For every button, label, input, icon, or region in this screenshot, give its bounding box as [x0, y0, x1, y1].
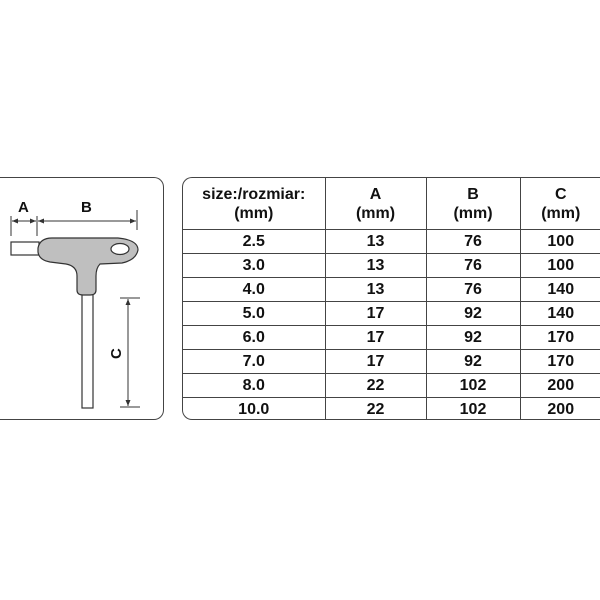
table-row — [183, 254, 600, 278]
cell-size: 8.0 — [183, 374, 325, 398]
cell-a: 13 — [325, 230, 426, 254]
dimension-a — [11, 199, 37, 236]
cell-c: 100 — [520, 254, 600, 278]
cell-size: 10.0 — [183, 398, 325, 421]
header-a-label: A — [369, 185, 382, 203]
cell-c: 170 — [520, 326, 600, 350]
cell-a: 13 — [325, 254, 426, 278]
cell-size: 2.5 — [242, 232, 265, 250]
cell-c: 100 — [520, 230, 600, 254]
cell-c: 170 — [520, 350, 600, 374]
dimension-a-label: A — [18, 199, 29, 216]
cell-size: 7.0 — [183, 350, 325, 374]
cell-size: 5.0 — [183, 302, 325, 326]
cell-c: 140 — [520, 278, 600, 302]
table-row — [183, 278, 600, 302]
cell-size: 4.0 — [183, 278, 325, 302]
header-size — [183, 178, 325, 230]
dimension-b — [38, 199, 137, 230]
cell-b: 92 — [426, 302, 520, 326]
cell-b: 76 — [426, 278, 520, 302]
cell-c: 140 — [520, 302, 600, 326]
cell-c: 200 — [520, 374, 600, 398]
dimension-b-label: B — [81, 199, 92, 216]
header-b — [426, 178, 520, 230]
header-b-label: B — [467, 185, 479, 203]
header-c — [520, 178, 600, 230]
header-c-label: C — [554, 185, 567, 203]
header-b-unit: (mm) — [453, 204, 493, 222]
cell-size: 3.0 — [183, 254, 325, 278]
t-handle-hex-key-diagram — [0, 178, 164, 421]
cell-b: 102 — [426, 374, 520, 398]
cell-size: 6.0 — [183, 326, 325, 350]
cell-a: 22 — [325, 398, 426, 421]
dimension-c-label: C — [108, 348, 125, 359]
cell-b: 92 — [426, 326, 520, 350]
cell-a: 17 — [325, 302, 426, 326]
size-table — [183, 178, 600, 420]
header-size-unit: (mm) — [234, 204, 274, 222]
table-row — [183, 326, 600, 350]
tool-diagram-panel — [0, 177, 164, 420]
cell-a: 17 — [325, 350, 426, 374]
header-a — [325, 178, 426, 230]
cell-b: 76 — [426, 254, 520, 278]
header-size-label: size:/rozmiar: — [202, 185, 306, 203]
table-row — [183, 374, 600, 398]
cell-a: 22 — [325, 374, 426, 398]
header-c-unit: (mm) — [541, 204, 581, 222]
table-row — [183, 350, 600, 374]
hex-key-tool — [11, 238, 138, 408]
cell-b: 76 — [426, 230, 520, 254]
header-a-unit: (mm) — [355, 204, 396, 222]
cell-a: 17 — [325, 326, 426, 350]
cell-b: 102 — [426, 398, 520, 421]
dimension-c — [108, 298, 140, 407]
cell-b: 92 — [426, 350, 520, 374]
size-table-panel — [182, 177, 600, 420]
table-row — [183, 398, 600, 421]
cell-a: 13 — [325, 278, 426, 302]
table-row — [183, 302, 600, 326]
table-header-row — [183, 178, 600, 230]
cell-c: 200 — [520, 398, 600, 421]
table-row — [183, 230, 600, 254]
